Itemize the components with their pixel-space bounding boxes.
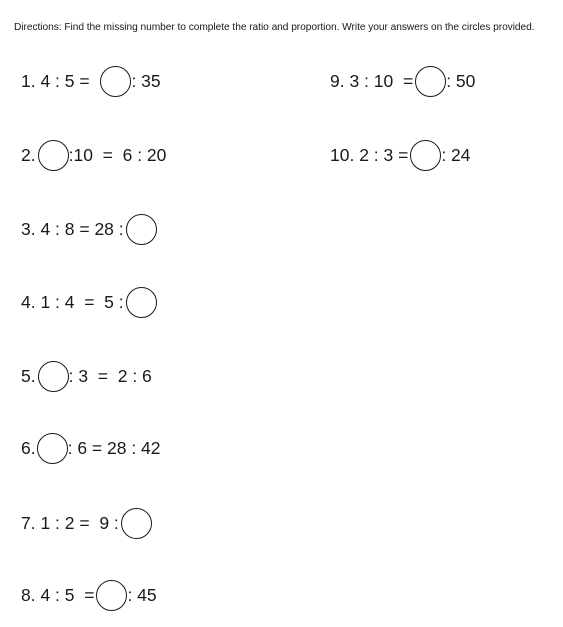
answer-circle-2[interactable] [38,140,69,171]
problem-2-left: 2. [21,144,36,165]
problem-2 [21,139,166,171]
problem-5-left: 5. [21,365,36,386]
problem-7 [21,507,152,539]
answer-circle-1[interactable] [100,66,131,97]
problem-9 [330,65,475,97]
problem-6 [21,432,161,464]
answer-circle-6[interactable] [37,433,68,464]
problem-8-right: : 45 [127,584,157,605]
problem-7-left: 7. 1 : 2 = 9 : [21,512,119,533]
directions-text: Directions: Find the missing number to complete the ratio and proportion. Write your answers on the circles provided. [14,22,535,33]
problem-1-right: : 35 [131,70,161,91]
problem-3 [21,213,157,245]
problem-9-right: : 50 [446,70,476,91]
answer-circle-5[interactable] [38,361,69,392]
problem-8 [21,579,157,611]
problem-10-right: : 24 [441,144,471,165]
problem-1 [21,65,161,97]
answer-circle-7[interactable] [121,508,152,539]
problem-5-right: : 3 = 2 : 6 [68,365,152,386]
problem-8-left: 8. 4 : 5 = [21,584,95,605]
problem-4 [21,286,157,318]
problem-6-left: 6. [21,437,36,458]
answer-circle-4[interactable] [126,287,157,318]
problem-10-left: 10. 2 : 3 = [330,144,409,165]
answer-circle-8[interactable] [96,580,127,611]
problem-6-right: : 6 = 28 : 42 [67,437,161,458]
answer-circle-3[interactable] [126,214,157,245]
answer-circle-9[interactable] [415,66,446,97]
answer-circle-10[interactable] [410,140,441,171]
problem-3-left: 3. 4 : 8 = 28 : [21,218,124,239]
problem-10 [330,139,471,171]
problem-9-left: 9. 3 : 10 = [330,70,414,91]
problem-5 [21,360,152,392]
problem-2-right: :10 = 6 : 20 [68,144,167,165]
problem-4-left: 4. 1 : 4 = 5 : [21,291,124,312]
problem-1-left: 1. 4 : 5 = [21,70,95,91]
